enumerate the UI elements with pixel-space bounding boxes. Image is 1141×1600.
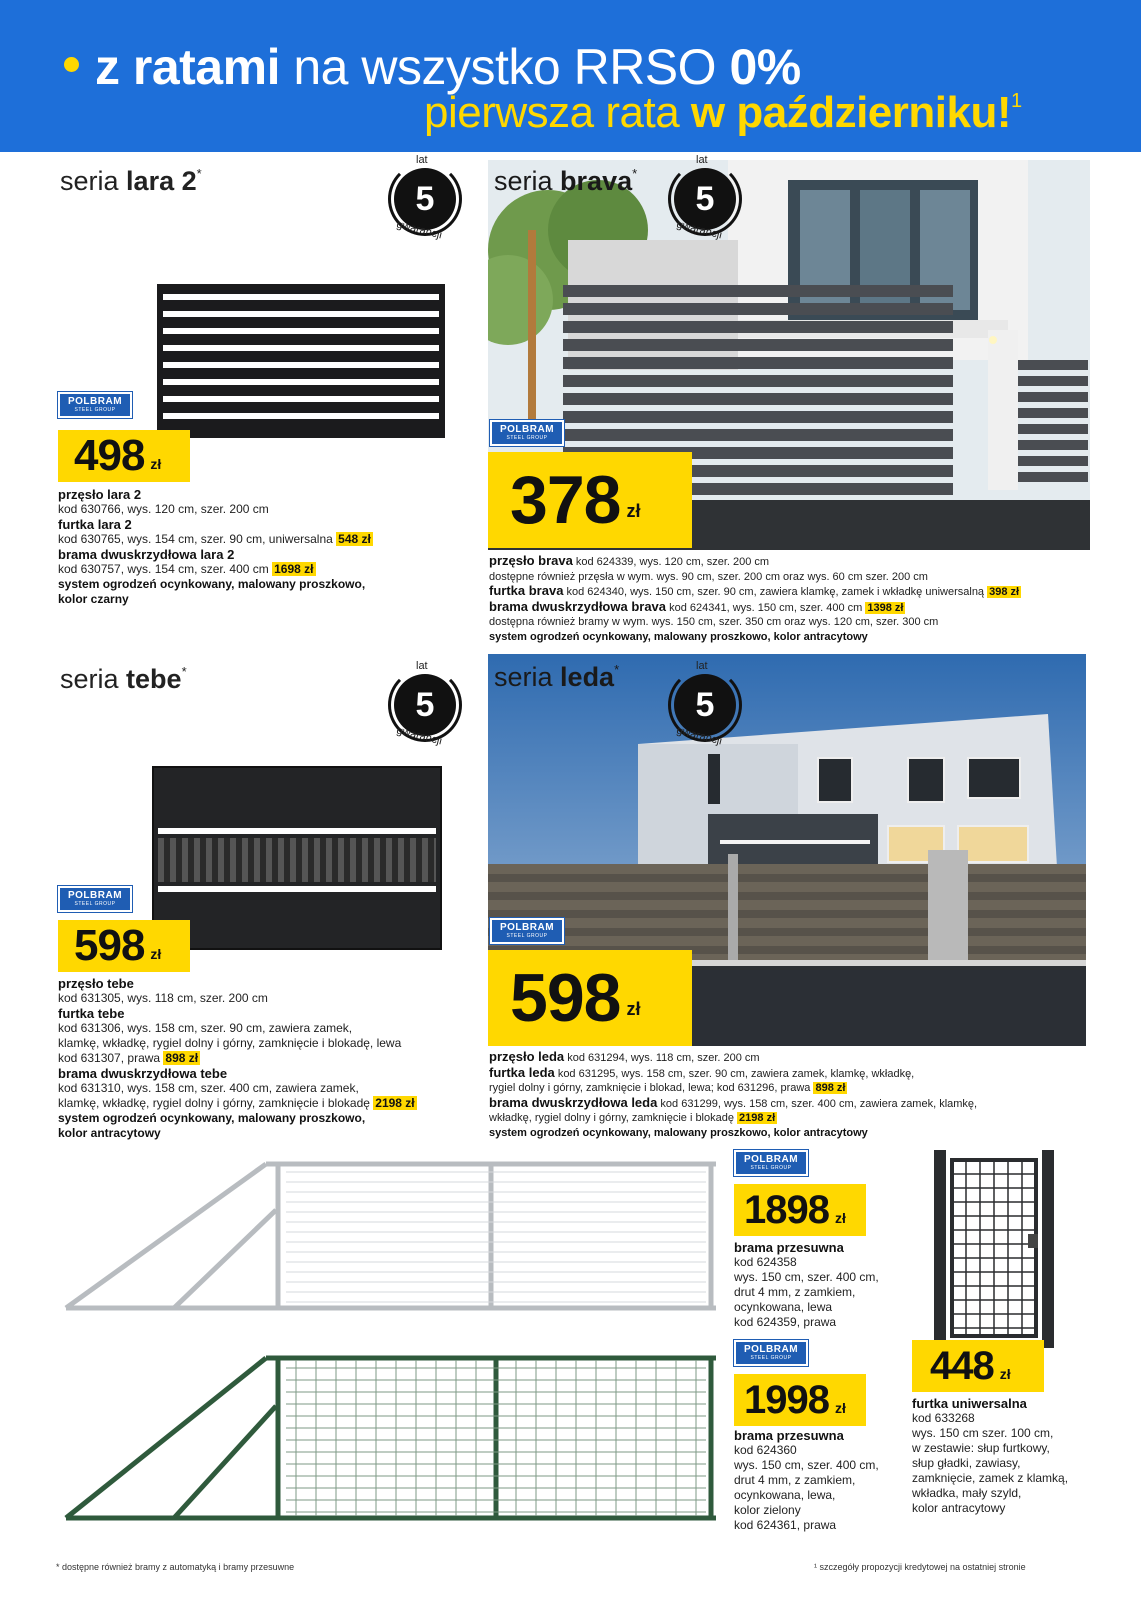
fence-band	[158, 828, 436, 834]
sliding-gate-1-description	[734, 1240, 914, 1330]
system-note: system ogrodzeń ocynkowany, malowany proszkowo,	[58, 1111, 366, 1125]
product-spec: wys. 150 cm, szer. 400 cm,	[734, 1270, 879, 1284]
product-spec: kod 624340, wys. 150 cm, szer. 90 cm, zawiera klamkę, zamek i wkładkę uniwersalną	[566, 586, 985, 598]
polbram-logo	[58, 392, 132, 418]
series-word: seria	[494, 662, 553, 692]
price-value: 1898	[744, 1188, 829, 1232]
price-universal-wicket	[912, 1340, 1044, 1392]
fence-slat	[163, 396, 439, 402]
system-note: system ogrodzeń ocynkowany, malowany proszkowo,	[58, 577, 366, 591]
polbram-logo	[734, 1340, 808, 1366]
price-value: 1998	[744, 1378, 829, 1422]
product-price: 2198 zł	[375, 1096, 415, 1110]
product-spec: kod 631295, wys. 158 cm, szer. 90 cm, zawiera zamek, klamkę, wkładkę,	[557, 1067, 915, 1080]
fence-slat	[163, 345, 439, 351]
product-title: przęsło tebe	[58, 976, 134, 991]
price-currency: zł	[150, 456, 162, 473]
price-lara	[58, 430, 190, 482]
product-spec: kod 631299, wys. 158 cm, szer. 400 cm, zawiera zamek, klamkę,	[660, 1097, 978, 1110]
bullet-dot	[64, 57, 79, 72]
polbram-logo	[490, 918, 564, 944]
price-currency: zł	[150, 946, 162, 963]
price-value: 378	[510, 462, 621, 538]
product-spec: kod 624358	[734, 1255, 797, 1269]
product-spec: kod 630766, wys. 120 cm, szer. 200 cm	[58, 502, 269, 516]
lara-fence-image	[157, 284, 445, 438]
product-price: 1698 zł	[274, 562, 314, 576]
product-title: furtka uniwersalna	[912, 1396, 1027, 1411]
logo-subtext: STEEL GROUP	[750, 1165, 792, 1171]
logo-subtext: STEEL GROUP	[506, 435, 548, 441]
series-name: tebe	[126, 664, 182, 694]
price-value: 498	[74, 431, 145, 480]
price-currency: zł	[626, 501, 641, 522]
product-spec: kod 624339, wys. 120 cm, szer. 200 cm	[575, 556, 770, 568]
series-title-brava	[494, 166, 637, 197]
product-spec: kolor antracytowy	[912, 1501, 1006, 1515]
warranty-label: gwarancji	[395, 724, 444, 748]
price-sliding-gate-2	[734, 1374, 866, 1426]
universal-wicket-description	[912, 1396, 1112, 1516]
product-spec: ocynkowana, lewa,	[734, 1488, 836, 1502]
series-word: seria	[494, 166, 553, 196]
fence-slat	[163, 328, 439, 334]
product-price: 398 zł	[989, 586, 1020, 598]
price-value: 598	[510, 960, 621, 1036]
product-spec: drut 4 mm, z zamkiem,	[734, 1473, 856, 1487]
banner-sub-bold: w październiku!	[690, 88, 1011, 137]
product-spec: wkładka, mały szyld,	[912, 1486, 1022, 1500]
series-star: *	[181, 664, 187, 679]
leda-description	[489, 1050, 1129, 1140]
warranty-badge-tebe	[386, 660, 464, 752]
warranty-lat: lat	[696, 154, 708, 166]
fence-weave	[158, 838, 436, 882]
product-spec: wys. 150 cm, szer. 400 cm,	[734, 1458, 879, 1472]
fence-slat	[163, 362, 439, 368]
universal-wicket-image	[924, 1150, 1064, 1350]
product-price: 1398 zł	[867, 601, 904, 614]
product-title: furtka lara 2	[58, 517, 132, 532]
warranty-lat: lat	[696, 660, 708, 672]
price-currency: zł	[834, 1400, 846, 1417]
product-spec: kolor zielony	[734, 1503, 801, 1517]
promo-banner	[0, 0, 1141, 152]
product-title: brama dwuskrzydłowa brava	[489, 598, 667, 614]
logo-text: POLBRAM	[743, 1344, 799, 1355]
sliding-gate-2-description	[734, 1428, 914, 1533]
footnote-left: * dostępne również bramy z automatyką i bramy przesuwne	[56, 1562, 295, 1572]
tebe-description	[58, 976, 478, 1141]
product-spec: zamknięcie, zamek z klamką,	[912, 1471, 1069, 1485]
product-title: brama przesuwna	[734, 1428, 844, 1443]
polbram-logo	[490, 420, 564, 446]
banner-rrso: 0%	[729, 39, 801, 95]
product-title: brama dwuskrzydłowa lara 2	[58, 547, 235, 562]
warranty-years: 5	[674, 674, 736, 736]
product-spec: kod 633268	[912, 1411, 975, 1425]
product-title: przęsło leda	[489, 1049, 565, 1064]
warranty-years: 5	[394, 168, 456, 230]
warranty-lat: lat	[416, 154, 428, 166]
series-word: seria	[60, 664, 119, 694]
logo-subtext: STEEL GROUP	[74, 407, 116, 413]
price-currency: zł	[626, 999, 641, 1020]
product-spec: dostępne również przęsła w wym. wys. 90 cm, szer. 200 cm oraz wys. 60 cm szer. 200 cm	[489, 570, 928, 583]
price-currency: zł	[999, 1366, 1011, 1383]
product-title: brama dwuskrzydłowa leda	[489, 1094, 658, 1110]
product-spec: kod 624341, wys. 150 cm, szer. 400 cm	[669, 601, 863, 614]
price-value: 598	[74, 921, 145, 970]
product-spec: drut 4 mm, z zamkiem,	[734, 1285, 856, 1299]
logo-subtext: STEEL GROUP	[506, 933, 548, 939]
warranty-badge-brava	[666, 154, 744, 246]
product-spec: w zestawie: słup furtkowy,	[912, 1441, 1050, 1455]
series-name: leda	[560, 662, 615, 692]
fence-band	[158, 886, 436, 892]
product-spec: słup gładki, zawiasy,	[912, 1456, 1021, 1470]
footnote-right: ¹ szczegóły propozycji kredytowej na ostatniej stronie	[814, 1562, 1026, 1572]
lara-description	[58, 487, 458, 607]
price-tebe	[58, 920, 190, 972]
product-price: 548 zł	[338, 532, 371, 546]
fence-slat	[163, 311, 439, 317]
product-title: brama dwuskrzydłowa tebe	[58, 1066, 228, 1081]
warranty-years: 5	[394, 674, 456, 736]
banner-subline	[424, 88, 1022, 138]
product-title: brama przesuwna	[734, 1240, 844, 1255]
logo-subtext: STEEL GROUP	[750, 1355, 792, 1361]
product-spec: kod 631305, wys. 118 cm, szer. 200 cm	[58, 991, 268, 1005]
product-spec: kod 630757, wys. 154 cm, szer. 400 cm	[58, 562, 269, 576]
polbram-logo	[734, 1150, 808, 1176]
logo-text: POLBRAM	[499, 424, 555, 435]
product-title: furtka brava	[489, 583, 564, 598]
logo-text: POLBRAM	[499, 922, 555, 933]
product-title: furtka leda	[489, 1064, 555, 1080]
logo-subtext: STEEL GROUP	[74, 901, 116, 907]
product-spec: kod 631307, prawa	[58, 1051, 161, 1065]
warranty-years: 5	[674, 168, 736, 230]
product-price: 898 zł	[815, 1082, 846, 1094]
product-spec: rygiel dolny i górny, zamknięcie i blokad, lewa; kod 631296, prawa	[489, 1082, 811, 1094]
price-value: 448	[930, 1344, 994, 1388]
warranty-lat: lat	[416, 660, 428, 672]
fence-slat	[163, 294, 439, 300]
banner-sub-text: pierwsza rata	[424, 88, 680, 137]
sliding-gate-green-image	[56, 1346, 724, 1536]
warranty-label: gwarancji	[675, 724, 724, 748]
product-spec: kod 631310, wys. 158 cm, szer. 400 cm, zawiera zamek,	[58, 1081, 359, 1095]
brava-description	[489, 554, 1129, 644]
product-spec: dostępna również bramy w wym. wys. 150 cm, szer. 350 cm oraz wys. 120 cm, szer. 300 cm	[489, 616, 939, 628]
product-spec: kod 624360	[734, 1443, 797, 1457]
series-title-lara	[60, 166, 202, 197]
warranty-badge-lara	[386, 154, 464, 246]
banner-footnote-mark: 1	[1011, 90, 1022, 112]
warranty-label: gwarancji	[675, 218, 724, 242]
product-spec: kod 631306, wys. 158 cm, szer. 90 cm, zawiera zamek,	[58, 1021, 353, 1035]
system-note: kolor czarny	[58, 592, 129, 606]
price-sliding-gate-1	[734, 1184, 866, 1236]
price-leda	[488, 950, 692, 1046]
banner-headline-bold: z ratami	[95, 39, 280, 95]
series-star: *	[632, 166, 638, 181]
series-name: brava	[560, 166, 633, 196]
series-title-leda	[494, 662, 619, 693]
product-price: 2198 zł	[739, 1112, 776, 1124]
product-spec: klamkę, wkładkę, rygiel dolny i górny, zamknięcie i blokadę	[58, 1096, 370, 1110]
product-spec: klamkę, wkładkę, rygiel dolny i górny, zamknięcie i blokadę, lewa	[58, 1036, 402, 1050]
product-spec: wkładkę, rygiel dolny i górny, zamknięcie i blokadę	[489, 1112, 734, 1124]
series-star: *	[196, 166, 202, 181]
fence-slat	[163, 413, 439, 419]
product-spec: kod 631294, wys. 118 cm, szer. 200 cm	[567, 1052, 760, 1064]
banner-headline-text: na wszystko RRSO	[293, 39, 717, 95]
product-spec: ocynkowana, lewa	[734, 1300, 833, 1314]
logo-text: POLBRAM	[67, 890, 123, 901]
system-note: system ogrodzeń ocynkowany, malowany proszkowo, kolor antracytowy	[489, 630, 868, 643]
product-spec: kod 624359, prawa	[734, 1315, 837, 1329]
price-currency: zł	[834, 1210, 846, 1227]
series-title-tebe	[60, 664, 187, 695]
warranty-badge-leda	[666, 660, 744, 752]
product-title: furtka tebe	[58, 1006, 125, 1021]
logo-text: POLBRAM	[743, 1154, 799, 1165]
tebe-fence-image	[152, 766, 442, 950]
sliding-gate-galvanized-image	[56, 1150, 724, 1330]
series-word: seria	[60, 166, 119, 196]
polbram-logo	[58, 886, 132, 912]
series-star: *	[614, 662, 620, 677]
product-spec: wys. 150 cm szer. 100 cm,	[912, 1426, 1054, 1440]
product-title: przęsło brava	[489, 553, 573, 568]
product-title: przęsło lara 2	[58, 487, 142, 502]
price-brava	[488, 452, 692, 548]
fence-slat	[163, 379, 439, 385]
product-spec: kod 624361, prawa	[734, 1518, 837, 1532]
system-note: system ogrodzeń ocynkowany, malowany proszkowo, kolor antracytowy	[489, 1126, 868, 1139]
logo-text: POLBRAM	[67, 396, 123, 407]
product-price: 898 zł	[165, 1051, 199, 1065]
warranty-label: gwarancji	[395, 218, 444, 242]
product-spec: kod 630765, wys. 154 cm, szer. 90 cm, uniwersalna	[58, 532, 333, 546]
series-name: lara 2	[126, 166, 197, 196]
system-note: kolor antracytowy	[58, 1126, 161, 1140]
